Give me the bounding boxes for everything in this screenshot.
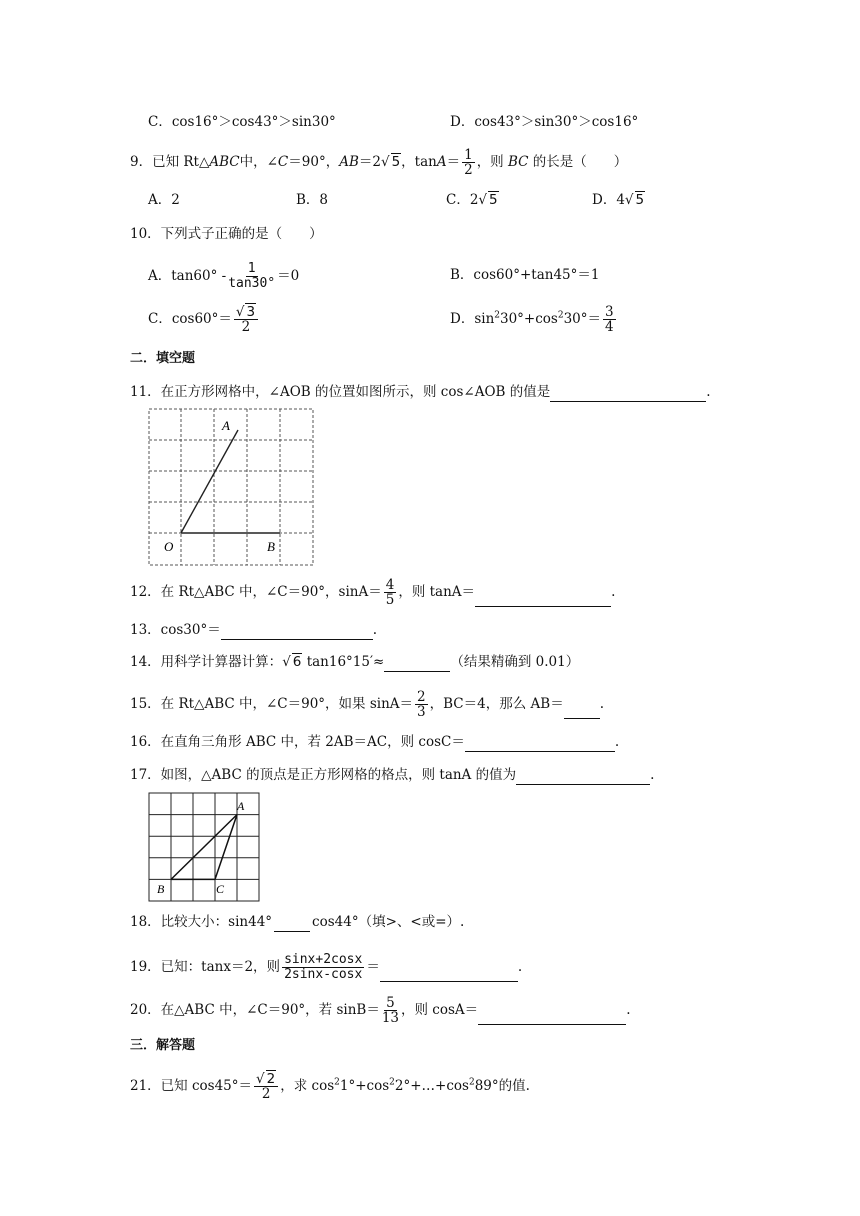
q17-grid-figure: [148, 792, 260, 902]
q15-answer-blank[interactable]: [564, 704, 600, 719]
q21-stem: 21．已知 cos45°＝ $\frac{√ 2}{2}$ ，求 $\cos^21^\circ+\cos^22^\circ+\dots+\cos^289^\circ$的值.: [130, 1071, 530, 1102]
q9-text: 中，∠: [239, 154, 278, 170]
q8-option-c: C．cos16°＞cos43°＞sin30°: [148, 114, 336, 130]
q9-text: 的长是（ ）: [532, 154, 628, 170]
q9-sqrt: √ 5: [380, 154, 401, 170]
section-heading-fill-in: 二．填空题: [130, 351, 196, 366]
q12-stem: 12．在 Rt△ABC 中，∠C＝90°，sinA＝ $\frac{4}{5}$ ，则 tanA＝ .: [130, 577, 616, 608]
q20-answer-blank[interactable]: [478, 1010, 626, 1025]
q9-fraction: $\frac{1}{2}$: [464, 147, 473, 178]
q9-abc: ABC: [209, 154, 240, 170]
q16-answer-blank[interactable]: [465, 737, 615, 752]
q14-stem: 14．用科学计算器计算：√ 6 tan16°15′≈ （结果精确到 0.01）: [130, 654, 580, 670]
q10-option-b: B．cos60°+tan45°＝1: [450, 267, 600, 283]
q9-option-b: B．8: [296, 192, 329, 208]
q9-text: ，则: [476, 154, 504, 170]
q10-option-a: A．tan60° - $\frac{1}{\tan 30^\circ}$ ＝0: [148, 261, 300, 291]
q9-option-a: A．2: [148, 192, 180, 208]
q20-stem: 20．在△ABC 中，∠C＝90°，若 sinB＝ $\frac{5}{13}$ ，则 cosA＝ .: [130, 995, 631, 1026]
q9-text: 9．已知 Rt△: [130, 154, 210, 170]
q10-option-c: C．cos60°＝ $\frac{√ 3}{2}$: [148, 305, 260, 334]
q16-stem: 16．在直角三角形 ABC 中，若 2AB＝AC，则 cosC＝ .: [130, 734, 620, 750]
q17-label-b: B: [157, 882, 165, 896]
q10-option-d: D．$\sin^230^\circ+\cos^230^\circ=$ $\frac{3}{4}$: [450, 304, 614, 335]
q11-grid-figure: [148, 408, 314, 566]
q9-text: ＝90°，: [288, 154, 340, 170]
q19-stem: 19．已知：tanx＝2，则 $\frac{\sin x+2\cos x}{2\sin x-\cos x}$ ＝ .: [130, 952, 523, 982]
q13-answer-blank[interactable]: [221, 625, 373, 640]
q18-stem: 18．比较大小：sin44° cos44°（填>、<或=）.: [130, 914, 465, 930]
q17-answer-blank[interactable]: [516, 770, 650, 785]
q19-answer-blank[interactable]: [380, 967, 518, 982]
q17-label-c: C: [216, 882, 225, 896]
q15-stem: 15．在 Rt△ABC 中，∠C＝90°，如果 sinA＝ $\frac{2}{3}$ ，BC＝4，那么 AB＝ .: [130, 689, 604, 720]
q17-side-ba: [171, 815, 237, 880]
q11-label-o: O: [164, 539, 174, 554]
q13-stem: 13．cos30°＝ .: [130, 622, 378, 638]
q9-text: ＝2: [358, 154, 381, 170]
q9-stem: 9．已知 Rt△ABC中，∠C＝90°，AB＝2√ 5，tanA＝ $\frac{1}{2}$ ，则 BC 的长是（ ）: [130, 147, 628, 178]
section-heading-solutions: 三．解答题: [130, 1038, 196, 1053]
q8-option-d: D．cos43°＞sin30°＞cos16°: [450, 114, 639, 130]
q14-answer-blank[interactable]: [384, 657, 450, 672]
q9-a: A: [436, 154, 447, 170]
q11-ray-oa: [181, 430, 238, 533]
q11-label-b: B: [267, 539, 275, 554]
q10-stem: 10．下列式子正确的是（ ）: [130, 226, 323, 242]
q9-text: ，tan: [401, 154, 437, 170]
q9-option-d: D．4√ 5: [592, 192, 645, 208]
q17-label-a: A: [237, 799, 245, 813]
q17-stem: 17．如图，△ABC 的顶点是正方形网格的格点，则 tanA 的值为 .: [130, 767, 655, 783]
q11-stem: 11．在正方形网格中，∠AOB 的位置如图所示，则 cos∠AOB 的值是 .: [130, 384, 711, 400]
q9-option-c: C．2√ 5: [446, 192, 498, 208]
q17-side-ca: [215, 815, 237, 880]
q9-c: C: [277, 154, 289, 170]
q12-answer-blank[interactable]: [475, 592, 611, 607]
q9-ab: AB: [339, 154, 359, 170]
q9-bc: BC: [507, 154, 529, 170]
q11-label-a: A: [222, 418, 230, 433]
q18-answer-blank[interactable]: [274, 917, 310, 932]
q11-answer-blank[interactable]: [550, 387, 706, 402]
